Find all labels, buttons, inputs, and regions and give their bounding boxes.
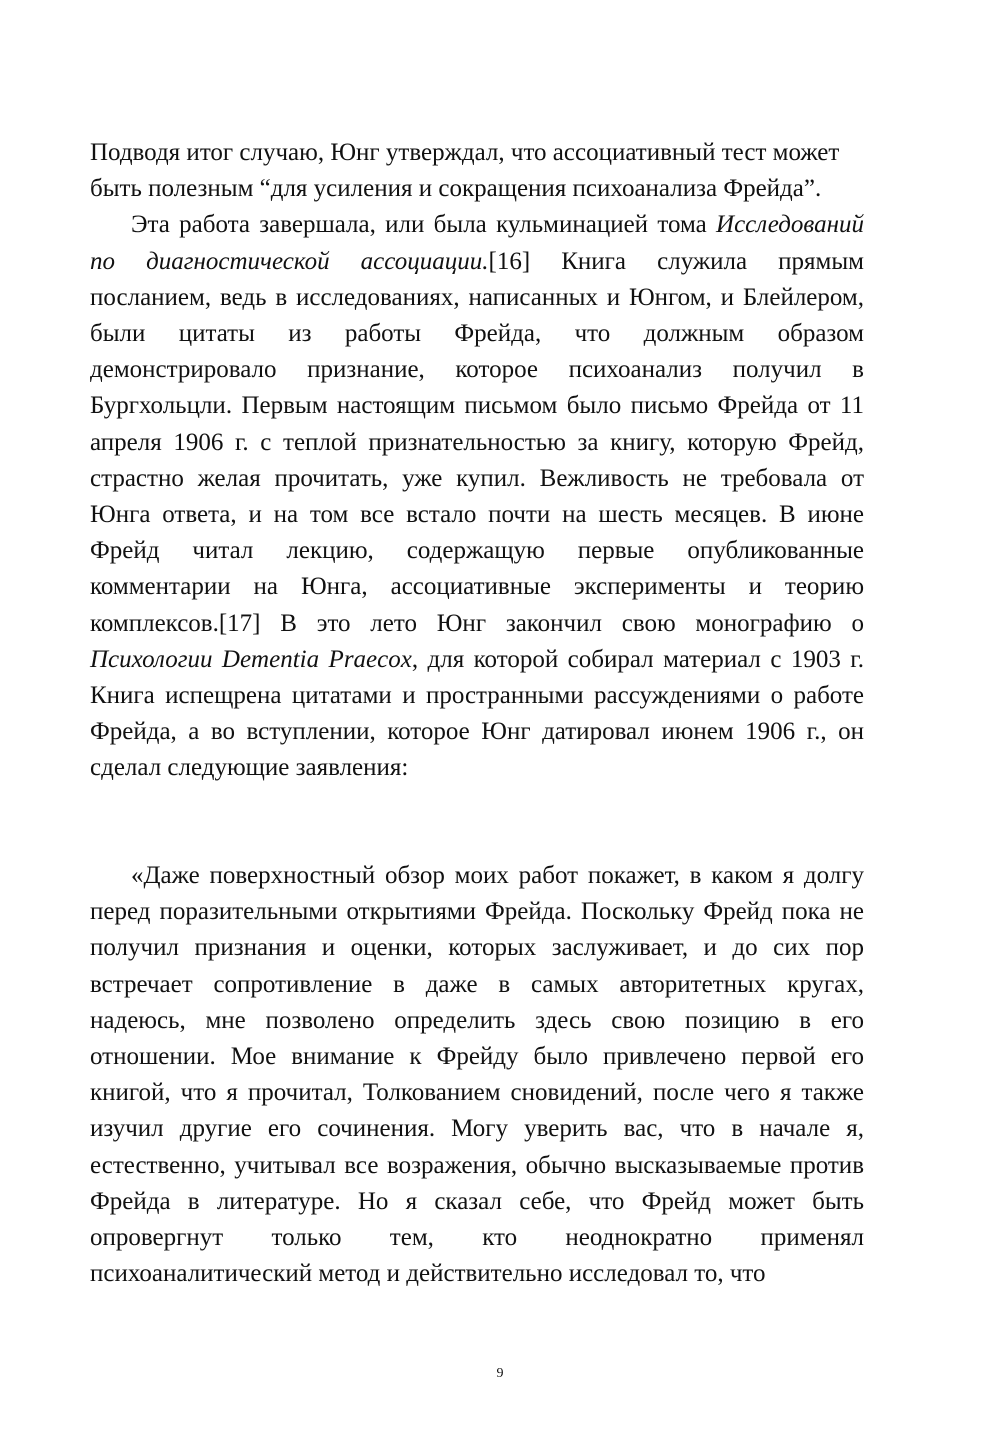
paragraph-studies: [90, 207, 864, 786]
paragraph-summary: [90, 135, 864, 207]
paragraph-studies-middle: Книга служила прямым посланием, ведь в исследованиях, написанных и Юнгом, и Блейлером, были цитаты из работы Фрейда, что должным образом демонстрировало признание, которое психоанализ получил в Бургхольцли. Первым настоящим письмом было письмо Фрейда от 11 апреля 1906 г. с теплой признательностью за книгу, которую Фрейд, страстно желая прочитать, уже купил. Вежливость не требовала от Юнга ответа, и на том все встало почти на шесть месяцев. В июне Фрейд читал лекцию, содержащую первые опубликованные комментарии на Юнга, ассоциативные эксперименты и теорию комплексов.: [90, 247, 864, 637]
paragraph-summary-line-1: Подводя итог случаю, Юнг утверждал, что ассоциативный тест может: [90, 139, 840, 166]
paragraph-quote: «Даже поверхностный обзор моих работ покажет, в каком я долгу перед поразительными открытиями Фрейда. Поскольку Фрейд пока не получил признания и оценки, которых заслуживает, и до сих пор встречает сопротивление в даже в самых авторитетных кругах, надеюсь, мне позволено определить здесь свою позицию в его отношении. Мое внимание к Фрейду было привлечено первой его книгой, что я прочитал, Толкованием сновидений, после чего я также изучил другие его сочинения. Могу уверить вас, что в начале я, естественно, учитывал все возражения, обычно высказываемые против Фрейда в литературе. Но я сказал себе, что Фрейд может быть опровергнут только тем, кто неоднократно применял психоаналитический метод и действительно исследовал то, что: [90, 862, 864, 1288]
footnote-ref-17: [17]: [218, 609, 261, 637]
footnote-ref-16: [16]: [488, 247, 531, 275]
quote-text: [90, 858, 864, 1292]
book-title-italic: Исследований по диагностической ассоциации.: [90, 211, 865, 275]
main-text: [90, 135, 864, 787]
paragraph-summary-line-2: быть полезным “для усиления и сокращения психоанализа Фрейда”.: [90, 175, 822, 203]
monograph-title-italic: Психологии Dementia Praecox: [90, 645, 412, 673]
page-number: 9: [496, 1366, 504, 1381]
paragraph-studies-after-ref: В это лето Юнг закончил свою монографию о: [260, 609, 864, 637]
paragraph-studies-end: , для которой собирал материал с 1903 г. Книга испещрена цитатами и пространными рассуждениями о работе Фрейда, а во вступлении, которое Юнг датировал июнем 1906 г., он сделал следующие заявления:: [90, 645, 864, 782]
paragraph-studies-start: Эта работа завершала, или была кульминацией тома: [131, 211, 707, 239]
